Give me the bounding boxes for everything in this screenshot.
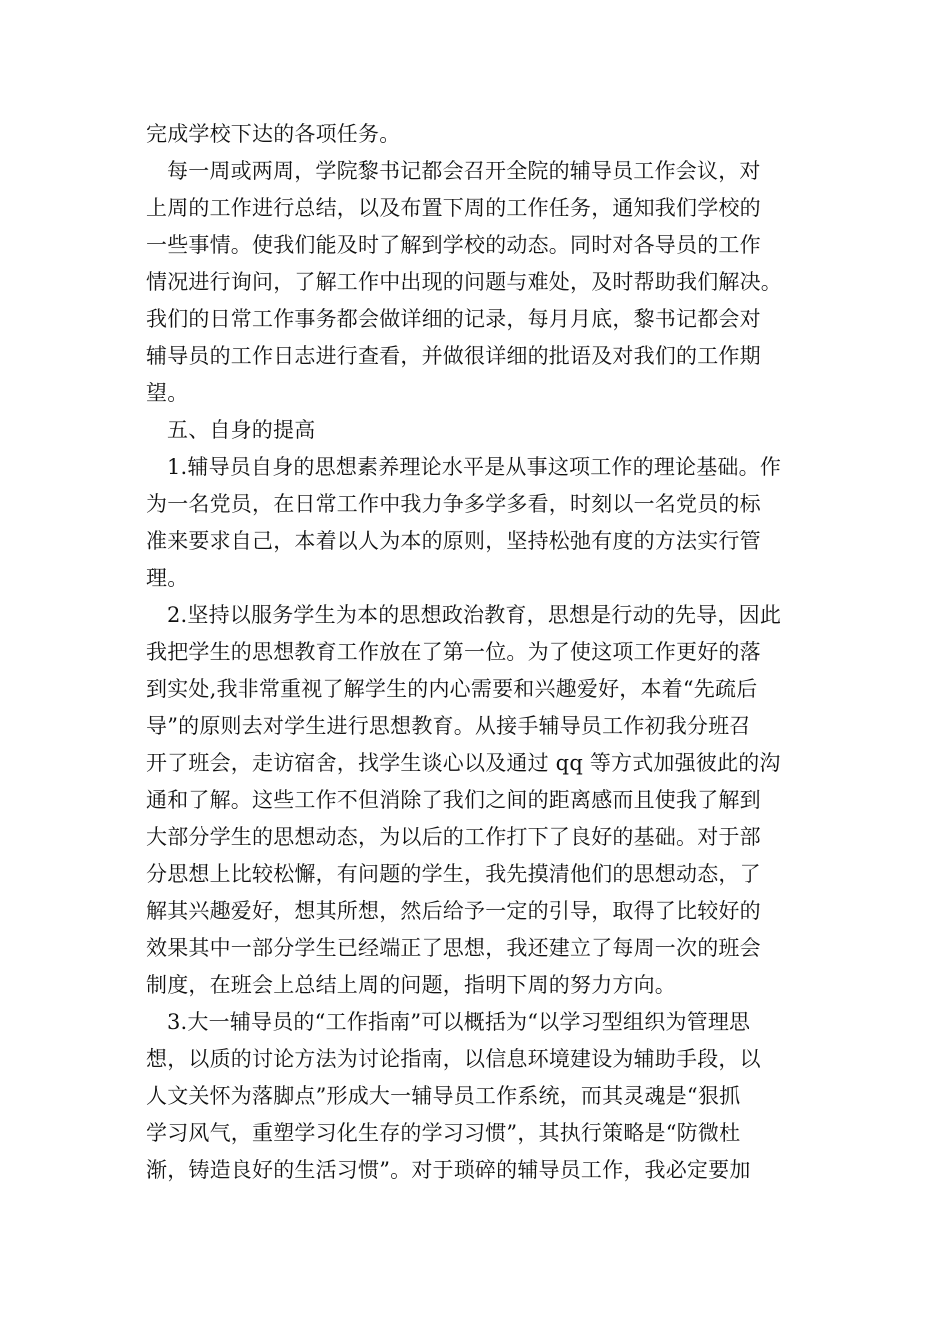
text-line: 辅导员的工作日志进行查看，并做很详细的批语及对我们的工作期 [146, 344, 761, 368]
text-line: 效果其中一部分学生已经端正了思想，我还建立了每周一次的班会 [146, 936, 761, 960]
text-line: 我们的日常工作事务都会做详细的记录，每月月底，黎书记都会对 [146, 307, 761, 331]
text-line: 大部分学生的思想动态，为以后的工作打下了良好的基础。对于部 [146, 825, 761, 849]
text-line: 想，以质的讨论方法为讨论指南，以信息环境建设为辅助手段，以 [146, 1047, 761, 1071]
text-line: 通和了解。这些工作不但消除了我们之间的距离感而且使我了解到 [146, 788, 761, 812]
text-line: 解其兴趣爱好，想其所想，然后给予一定的引导，取得了比较好的 [146, 899, 761, 923]
text-line: 一些事情。使我们能及时了解到学校的动态。同时对各导员的工作 [146, 233, 761, 257]
text-line: 情况进行询问，了解工作中出现的问题与难处，及时帮助我们解决。 [146, 270, 782, 294]
text-line: 准来要求自己，本着以人为本的原则，坚持松弛有度的方法实行管 [146, 529, 761, 553]
text-line: 每一周或两周，学院黎书记都会召开全院的辅导员工作会议，对 [167, 159, 761, 183]
text-line: 理。 [146, 566, 189, 590]
text-line: 到实处,我非常重视了解学生的内心需要和兴趣爱好，本着“先疏后 [146, 677, 758, 701]
text-line: 导”的原则去对学生进行思想教育。从接手辅导员工作初我分班召 [146, 714, 751, 738]
text-line: 我把学生的思想教育工作放在了第一位。为了使这项工作更好的落 [146, 640, 761, 664]
text-line: 望。 [146, 381, 189, 405]
text-line: 3.大一辅导员的“工作指南”可以概括为“以学习型组织为管理思 [167, 1010, 751, 1034]
text-line: 2.坚持以服务学生为本的思想政治教育，思想是行动的先导，因此 [167, 603, 782, 627]
text-line: 为一名党员，在日常工作中我力争多学多看，时刻以一名党员的标 [146, 492, 761, 516]
text-line: 开了班会，走访宿舍，找学生谈心以及通过 qq 等方式加强彼此的沟 [146, 751, 781, 775]
text-line: 完成学校下达的各项任务。 [146, 122, 401, 146]
text-line: 上周的工作进行总结，以及布置下周的工作任务，通知我们学校的 [146, 196, 761, 220]
text-line: 制度，在班会上总结上周的问题，指明下周的努力方向。 [146, 973, 676, 997]
text-line: 学习风气，重塑学习化生存的学习习惯”，其执行策略是“防微杜 [146, 1121, 741, 1145]
text-line: 1.辅导员自身的思想素养理论水平是从事这项工作的理论基础。作 [167, 455, 782, 479]
text-line: 人文关怀为落脚点”形成大一辅导员工作系统，而其灵魂是“狠抓 [146, 1084, 741, 1108]
text-line: 分思想上比较松懈，有问题的学生，我先摸清他们的思想动态，了 [146, 862, 761, 886]
section-heading: 五、自身的提高 [167, 418, 316, 442]
text-line: 渐，铸造良好的生活习惯”。对于琐碎的辅导员工作，我必定要加 [146, 1158, 751, 1182]
